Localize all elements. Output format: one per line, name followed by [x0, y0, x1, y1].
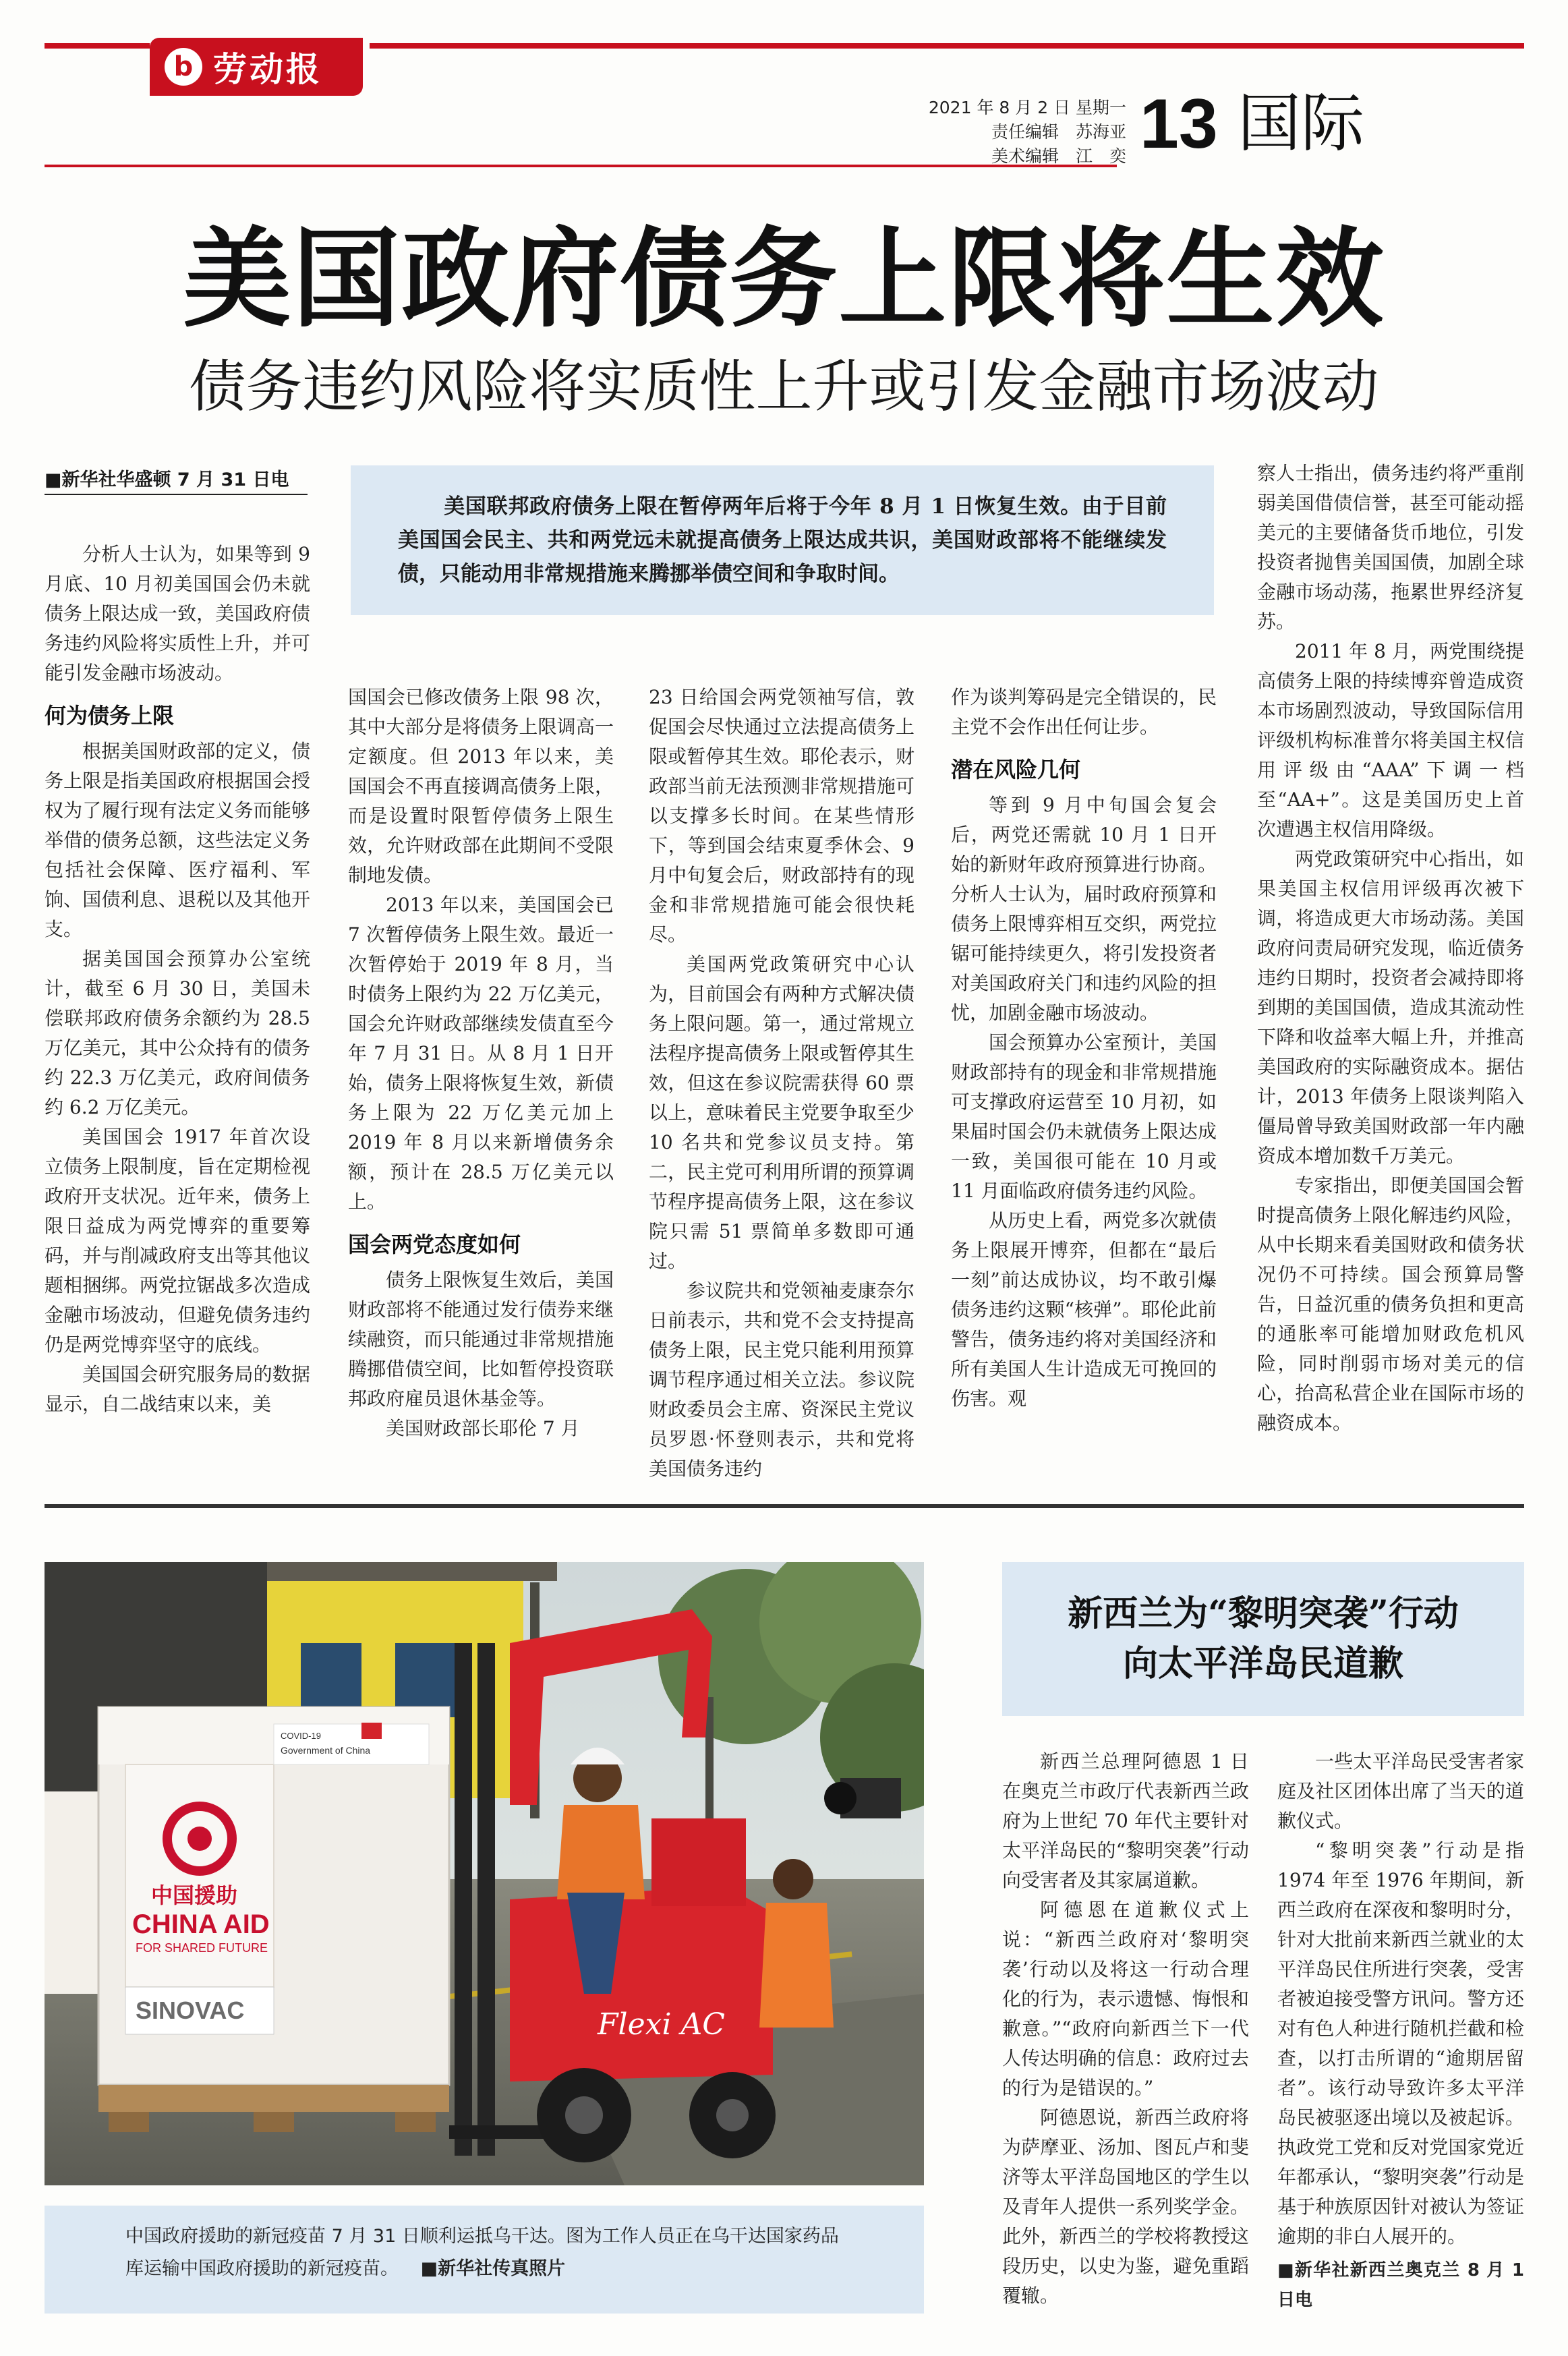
issue-date: 2021 年 8 月 2 日 星期一	[928, 98, 1126, 117]
article-column-2	[348, 683, 614, 1443]
paragraph: 阿德恩说，新西兰政府将为萨摩亚、汤加、图瓦卢和斐济等太平洋岛国地区的学生以及青年人提供一系列奖学金。此外，新西兰的学校将教授这段历史，以史为鉴，避免重蹈覆辙。	[1002, 2106, 1249, 2307]
paragraph: 参议院共和党领袖麦康奈尔日前表示，共和党不会支持提高债务上限，民主党只能利用预算调节程序通过相关立法。参议院财政委员会主席、资深民主党议员罗恩·怀登则表示，共和党将美国债务违约	[649, 1280, 914, 1480]
paragraph: 等到 9 月中旬国会复会后，两党还需就 10 月 1 日开始的新财年政府预算进行协商。分析人士认为，届时政府预算和债务上限博弈相互交织，两党拉锯可能持续更久，将引发投资者对美国政府关门和违约风险的担忧，加剧金融市场波动。	[951, 794, 1217, 1024]
logo-icon: b	[165, 48, 202, 86]
section-heading-potential-risk: 潜在风险几何	[951, 757, 1081, 782]
paragraph: 察人士指出，债务违约将严重削弱美国借债信誉，甚至可能动摇美元的主要储备货币地位，引发投资者抛售美国国债，加剧全球金融市场动荡，拖累世界经济复苏。	[1257, 462, 1524, 633]
paragraph: 新西兰总理阿德恩 1 日在奥克兰市政厅代表新西兰政府为上世纪 70 年代主要针对太平洋岛民的“黎明突袭”行动向受害者及其家属道歉。	[1002, 1750, 1249, 1891]
photo-caption: 中国政府援助的新冠疫苗 7 月 31 日顺利运抵乌干达。图为工作人员正在乌干达国家药品库运输中国政府援助的新冠疫苗。	[125, 2226, 839, 2279]
nz-article-headline-box	[1002, 1562, 1524, 1716]
photo-credit: ■新华社传真照片	[420, 2258, 566, 2279]
article-dateline: ■新华社华盛顿 7 月 31 日电	[45, 467, 308, 495]
paragraph: 2011 年 8 月，两党围绕提高债务上限的持续博弈曾造成资本市场剧烈波动，导致国际信用评级机构标准普尔将美国主权信用评级由“AAA”下调一档至“AA+”。这是美国历史上首次遭遇主权信用降级。	[1257, 640, 1524, 840]
issue-meta	[877, 96, 1126, 169]
lead-summary-box	[351, 465, 1214, 615]
newspaper-logo	[150, 38, 363, 96]
paragraph: 美国国会 1917 年首次设立债务上限制度，旨在定期检视政府开支状况。近年来，债务上限日益成为两党博弈的重要筹码，并与削减政府支出等其他议题相捆绑。两党拉锯战多次造成金融市场波动，但避免债务违约仍是两党博弈坚守的底线。	[45, 1126, 310, 1356]
news-photo	[45, 1562, 924, 2185]
nz-dateline: ■新华社新西兰奥克兰 8 月 1 日电	[1277, 2260, 1524, 2310]
article-column-5	[1257, 459, 1524, 1438]
photo-caption-container	[125, 2220, 843, 2285]
section-heading-what-is-debt-ceiling: 何为债务上限	[45, 703, 175, 728]
top-rule-right	[370, 43, 1524, 49]
nz-article-column-1	[1002, 1747, 1249, 2311]
box-label-covid: COVID-19	[281, 1731, 321, 1741]
section-heading-congress-attitude: 国会两党态度如何	[348, 1232, 521, 1257]
nz-headline-line-1: 新西兰为“黎明突袭”行动	[1068, 1593, 1459, 1634]
art-editor-credit: 美术编辑 江 奕	[991, 146, 1126, 166]
paragraph: 一些太平洋岛民受害者家庭及社区团体出席了当天的道歉仪式。	[1277, 1750, 1524, 1832]
paragraph: 阿德恩在道歉仪式上说：“新西兰政府对‘黎明突袭’行动以及将这一行动合理化的行为，表示遗憾、悔恨和歉意。”“政府向新西兰下一代人传达明确的信息：政府过去的行为是错误的。”	[1002, 1899, 1249, 2099]
paragraph: 美国国会研究服务局的数据显示，自二战结束以来，美	[45, 1363, 310, 1415]
paragraph: 作为谈判筹码是完全错误的，民主党不会作出任何让步。	[951, 686, 1217, 738]
forklift-brand: Flexi AC	[598, 2007, 725, 2042]
paragraph: 两党政策研究中心指出，如果美国主权信用评级再次被下调，将造成更大市场动荡。美国政府问责局研究发现，临近债务违约日期时，投资者会减持即将到期的美国国债，造成其流动性下降和收益率大幅上升，并推高美国政府的实际融资成本。据估计，2013 年债务上限谈判陷入僵局曾导致美国财政部一年内融资成本增加数千万美元。	[1257, 848, 1524, 1167]
editor-credit: 责任编辑 苏海亚	[991, 122, 1126, 142]
nz-headline-line-2: 向太平洋岛民道歉	[1122, 1643, 1403, 1684]
logo-text: 劳动报	[213, 49, 322, 89]
paragraph: 据美国国会预算办公室统计，截至 6 月 30 日，美国未偿联邦政府债务余额约为 28.5 万亿美元，其中公众持有的债务约 22.3 万亿美元，政府间债务约 6.2 万亿美元。	[45, 948, 310, 1118]
paragraph: 2013 年以来，美国国会已 7 次暂停债务上限生效。最近一次暂停始于 2019 年 8 月，当时债务上限约为 22 万亿美元，国会允许财政部继续发债直至今年 7 月 31 日。从 8 月 1 日开始，债务上限将恢复生效，新债务上限为 22 万亿美元加上 2019 年 8 月以来新增债务余额，预计在 28.5 万亿美元以上。	[348, 894, 614, 1213]
top-rule-left	[45, 43, 150, 49]
box-brand: SINOVAC	[136, 1996, 245, 2024]
box-label-gov: Government of China	[281, 1745, 371, 1756]
paragraph: 从历史上看，两党多次就债务上限展开博弈，但都在“最后一刻”前达成协议，均不敢引爆债务违约这颗“核弹”。耶伦此前警告，债务违约将对美国经济和所有美国人生计造成无可挽回的伤害。观	[951, 1209, 1217, 1410]
paragraph: 分析人士认为，如果等到 9 月底、10 月初美国国会仍未就债务上限达成一致，美国政府债务违约风险将实质性上升，并可能引发金融市场波动。	[45, 543, 310, 684]
nz-article-column-2	[1277, 1747, 1524, 2315]
article-column-3	[649, 683, 914, 1484]
paragraph: 国会预算办公室预计，美国财政部持有的现金和非常规措施可支撑政府运营至 10 月初，如果届时国会仍未就债务上限达成一致，美国很可能在 10 月或 11 月面临政府债务违约风险。	[951, 1031, 1217, 1202]
paragraph: 专家指出，即便美国国会暂时提高债务上限化解违约风险，从中长期来看美国财政和债务状况仍不可持续。国会预算局警告，日益沉重的债务负担和更高的通胀率可能增加财政危机风险，同时削弱市场对美元的信心，抬高私营企业在国际市场的融资成本。	[1257, 1174, 1524, 1434]
paragraph: 债务上限恢复生效后，美国财政部将不能通过发行债券来继续融资，而只能通过非常规措施腾挪借债空间，比如暂停投资联邦政府雇员退休基金等。	[348, 1269, 614, 1410]
box-cn-aid: 中国援助	[151, 1883, 238, 1908]
paragraph: 美国两党政策研究中心认为，目前国会有两种方式解决债务上限问题。第一，通过常规立法程序提高债务上限或暂停其生效，但这在参议院需获得 60 票以上，意味着民主党要争取至少 10 名共和党参议员支持。第二，民主党可利用所谓的预算调节程序提高债务上限，这在参议院只需 51 票简单多数即可通过。	[649, 953, 914, 1272]
vaccine-delivery-illustration	[45, 1562, 924, 2185]
section-title: 国际	[1238, 87, 1365, 161]
paragraph: 根据美国财政部的定义，债务上限是指美国政府根据国会授权为了履行现有法定义务而能够举借的债务总额，这些法定义务包括社会保障、医疗福利、军饷、国债利息、退税以及其他开支。	[45, 740, 310, 940]
box-en-tag: FOR SHARED FUTURE	[136, 1941, 268, 1955]
photo-caption-box	[45, 2206, 924, 2314]
paragraph: 美国财政部长耶伦 7 月	[386, 1417, 580, 1439]
paragraph: 23 日给国会两党领袖写信，敦促国会尽快通过立法提高债务上限或暂停其生效。耶伦表示，财政部当前无法预测非常规措施可以支撑多长时间。在某些情形下，等到国会结束夏季休会、9 月中旬复会后，财政部持有的现金和非常规措施可能会很快耗尽。	[649, 686, 914, 946]
lead-summary-text: 美国联邦政府债务上限在暂停两年后将于今年 8 月 1 日恢复生效。由于目前美国国会民主、共和两党远未就提高债务上限达成共识，美国财政部将不能继续发债，只能动用非常规措施来腾挪举债空间和争取时间。	[398, 494, 1167, 586]
page-number: 13	[1140, 85, 1218, 163]
article-column-1	[45, 540, 310, 1419]
main-headline: 美国政府债务上限将生效	[183, 215, 1385, 342]
paragraph: “黎明突袭”行动是指 1974 年至 1976 年期间，新西兰政府在深夜和黎明时分，针对大批前来新西兰就业的太平洋岛民住所进行突袭，受害者被迫接受警方讯问。警方还对有色人种进行随机拦截和检查，以打击所谓的“逾期居留者”。该行动导致许多太平洋岛民被驱逐出境以及被起诉。执政党工党和反对党国家党近年都承认，“黎明突袭”行动是基于种族原因针对被认为签证逾期的非白人展开的。	[1277, 1839, 1524, 2247]
sub-headline: 债务违约风险将实质性上升或引发金融市场波动	[189, 353, 1379, 420]
article-column-4	[951, 683, 1217, 1414]
paragraph: 国国会已修改债务上限 98 次，其中大部分是将债务上限调高一定额度。但 2013 年以来，美国国会不再直接调高债务上限，而是设置时限暂停债务上限生效，允许财政部在此期间不受限制地发债。	[348, 686, 614, 886]
section-divider	[45, 1504, 1524, 1508]
box-en-aid: CHINA AID	[132, 1909, 270, 1939]
